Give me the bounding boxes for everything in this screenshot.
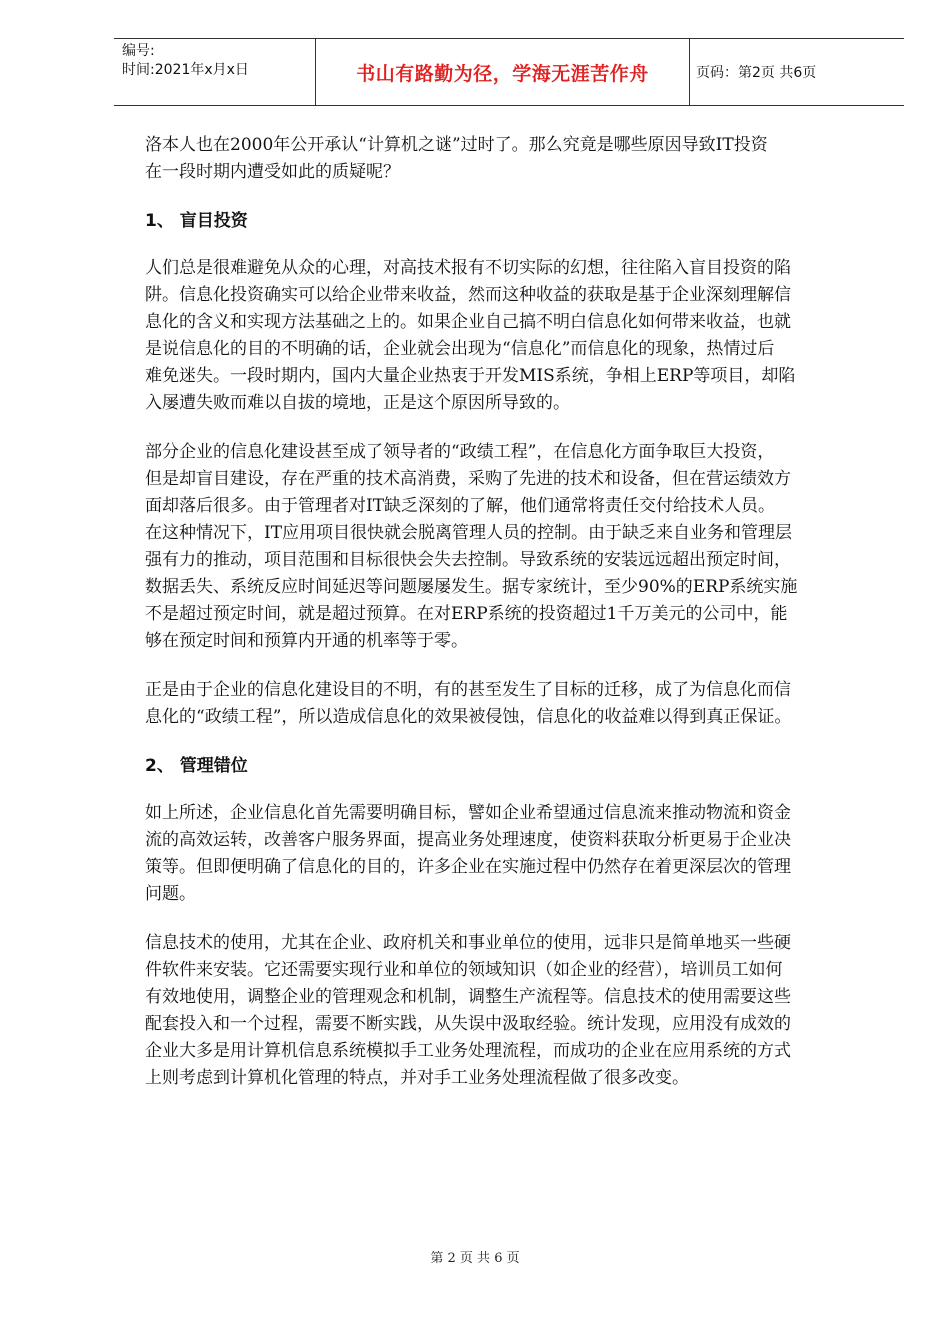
page-footer: 第 2 页 共 6 页 [430, 1251, 520, 1266]
paragraph: 部分企业的信息化建设甚至成了领导者的“政绩工程”，在信息化方面争取巨大投资， 但是却盲目建设，存在严重的技术高消费，采购了先进的技术和设备，但在营运绩效方 面却落后很多。由于管理者对IT缺乏深刻的了解，他们通常将责任交付给技术人员。 在这种情况下，IT应用项目很快就会脱离管理人员的控制。由于缺乏来自业务和管理层 强有力的推动，项目范围和目标很快会失去控制。导致系统的安装远远超出预定时间， 数据丢失、系统反应时间延迟等问题屡屡发生。据专家统计，至少90%的ERP系统实施 不是超过预定时间，就是超过预算。在对ERP系统的投资超过1千万美元的公司中，能 够在预定时间和预算内开通的机率等于零。 [145, 442, 798, 651]
paragraph: 人们总是很难避免从众的心理，对高技术报有不切实际的幻想，往往陷入盲目投资的陷 阱。信息化投资确实可以给企业带来收益，然而这种收益的获取是基于企业深刻理解信 息化的含义和实现方法基础之上的。如果企业自己搞不明白信息化如何带来收益，也就 是说信息化的目的不明确的话，企业就会出现为“信息化”而信息化的现象，热情过后 难免迷失。一段时期内，国内大量企业热衷于开发MIS系统，争相上ERP等项目，却陷 入屡遭失败而难以自拔的境地，正是这个原因所导致的。 [145, 258, 796, 413]
header-motto: 书山有路勤为径，学海无涯苦作舟 [316, 39, 690, 105]
paragraph: 正是由于企业的信息化建设目的不明，有的甚至发生了目标的迁移，成了为信息化而信 息化的“政绩工程”，所以造成信息化的效果被侵蚀，信息化的收益难以得到真正保证。 [145, 680, 792, 727]
document-time-label: 时间:2021年x月x日 [122, 62, 249, 78]
section-heading-management-mismatch: 2、 管理错位 [145, 756, 248, 776]
page-header [114, 38, 904, 106]
document-number-label: 编号: [122, 43, 155, 59]
header-page-info: 页码：第2页 共6页 [696, 65, 817, 81]
section-heading-blind-investment: 1、 盲目投资 [145, 211, 248, 231]
document-body [145, 132, 890, 1114]
paragraph: 如上所述，企业信息化首先需要明确目标，譬如企业希望通过信息流来推动物流和资金 流的高效运转，改善客户服务界面，提高业务处理速度，使资料获取分析更易于企业决 策等。但即便明确了信息化的目的，许多企业在实施过程中仍然存在着更深层次的管理 问题。 [145, 803, 791, 904]
paragraph: 信息技术的使用，尤其在企业、政府机关和事业单位的使用，远非只是简单地买一些硬 件软件来安装。它还需要实现行业和单位的领域知识（如企业的经营），培训员工如何 有效地使用，调整企业的管理观念和机制，调整生产流程等。信息技术的使用需要这些 配套投入和一个过程，需要不断实践，从失误中汲取经验。统计发现，应用没有成效的 企业大多是用计算机信息系统模拟手工业务处理流程，而成功的企业在应用系统的方式 上则考虑到计算机化管理的特点，并对手工业务处理流程做了很多改变。 [145, 933, 791, 1088]
header-meta-cell [114, 39, 316, 105]
intro-paragraph: 洛本人也在2000年公开承认“计算机之谜”过时了。那么究竟是哪些原因导致IT投资 在一段时期内遭受如此的质疑呢？ [145, 135, 768, 182]
